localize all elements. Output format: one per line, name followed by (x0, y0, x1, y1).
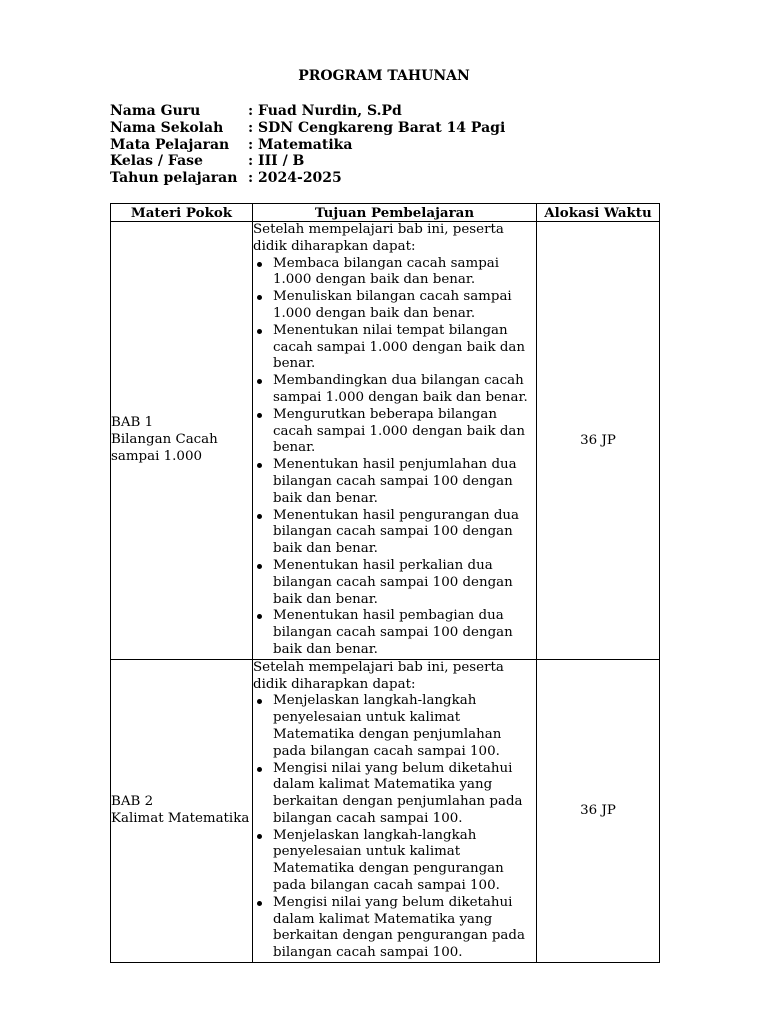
list-item: Mengisi nilai yang belum diketahui dalam kalimat Matematika yang berkaitan dengan pengurangan pada bilangan cacah sampai 100. (273, 895, 536, 962)
annual-program-table (110, 203, 660, 963)
info-label: Mata Pelajaran (110, 136, 230, 153)
list-item: Mengisi nilai yang belum diketahui dalam kalimat Matematika yang berkaitan dengan penjumlahan pada bilangan cacah sampai 100. (273, 761, 536, 828)
identity-block (110, 103, 505, 187)
list-item: Menentukan hasil penjumlahan dua bilangan cacah sampai 100 dengan baik dan benar. (273, 457, 536, 507)
goals-intro: Setelah mempelajari bab ini, peserta didik diharapkan dapat: (253, 222, 504, 254)
info-value: : Fuad Nurdin, S.Pd (248, 103, 402, 119)
list-item: Menentukan hasil perkalian dua bilangan cacah sampai 100 dengan baik dan benar. (273, 558, 536, 608)
goals-intro: Setelah mempelajari bab ini, peserta didik diharapkan dapat: (253, 659, 504, 692)
info-row-year (110, 170, 505, 187)
document-title: PROGRAM TAHUNAN (298, 68, 470, 84)
info-label: Nama Guru (110, 103, 201, 119)
info-label: Kelas / Fase (110, 153, 203, 170)
list-item: Membandingkan dua bilangan cacah sampai 1.000 dengan baik dan benar. (273, 373, 536, 407)
chapter-number: BAB 1 (111, 415, 154, 431)
goals-list (253, 256, 536, 659)
header-materi-pokok: Materi Pokok (111, 204, 253, 222)
chapter-title-line: Bilangan Cacah (111, 431, 218, 447)
info-row-school (110, 120, 505, 137)
goals-list (253, 693, 536, 962)
alokasi-cell: 36 JP (537, 659, 660, 962)
chapter-number: BAB 2 (111, 794, 154, 810)
list-item: Menentukan hasil pembagian dua bilangan cacah sampai 100 dengan baik dan benar. (273, 608, 536, 658)
alokasi-cell: 36 JP (537, 222, 660, 660)
list-item: Menentukan hasil pengurangan dua bilangan cacah sampai 100 dengan baik dan benar. (273, 508, 536, 558)
header-alokasi-waktu: Alokasi Waktu (537, 204, 660, 222)
list-item: Menuliskan bilangan cacah sampai 1.000 dengan baik dan benar. (273, 289, 536, 323)
info-row-class (110, 153, 505, 170)
info-value: : SDN Cengkareng Barat 14 Pagi (248, 119, 506, 136)
tujuan-cell (253, 659, 537, 962)
chapter-title-line: sampai 1.000 (111, 448, 202, 464)
info-row-subject (110, 137, 505, 154)
info-value: : III / B (248, 153, 305, 170)
list-item: Menjelaskan langkah-langkah penyelesaian untuk kalimat Matematika dengan penjumlahan pada bilangan cacah sampai 100. (273, 693, 536, 760)
header-tujuan-pembelajaran: Tujuan Pembelajaran (253, 204, 537, 222)
info-value: : 2024-2025 (248, 170, 342, 187)
list-item: Menjelaskan langkah-langkah penyelesaian untuk kalimat Matematika dengan pengurangan pada bilangan cacah sampai 100. (273, 828, 536, 895)
info-label: Nama Sekolah (110, 119, 224, 136)
table-row (111, 222, 660, 660)
table-header-row (111, 204, 660, 222)
list-item: Menentukan nilai tempat bilangan cacah sampai 1.000 dengan baik dan benar. (273, 323, 536, 373)
materi-cell (111, 222, 253, 660)
chapter-title-line: Kalimat Matematika (111, 810, 250, 826)
info-label: Tahun pelajaran (110, 170, 238, 187)
table-row (111, 659, 660, 962)
info-value: : Matematika (248, 136, 353, 153)
info-row-teacher (110, 103, 505, 120)
tujuan-cell (253, 222, 537, 660)
materi-cell (111, 659, 253, 962)
list-item: Mengurutkan beberapa bilangan cacah sampai 1.000 dengan baik dan benar. (273, 407, 536, 457)
list-item: Membaca bilangan cacah sampai 1.000 dengan baik dan benar. (273, 256, 536, 290)
